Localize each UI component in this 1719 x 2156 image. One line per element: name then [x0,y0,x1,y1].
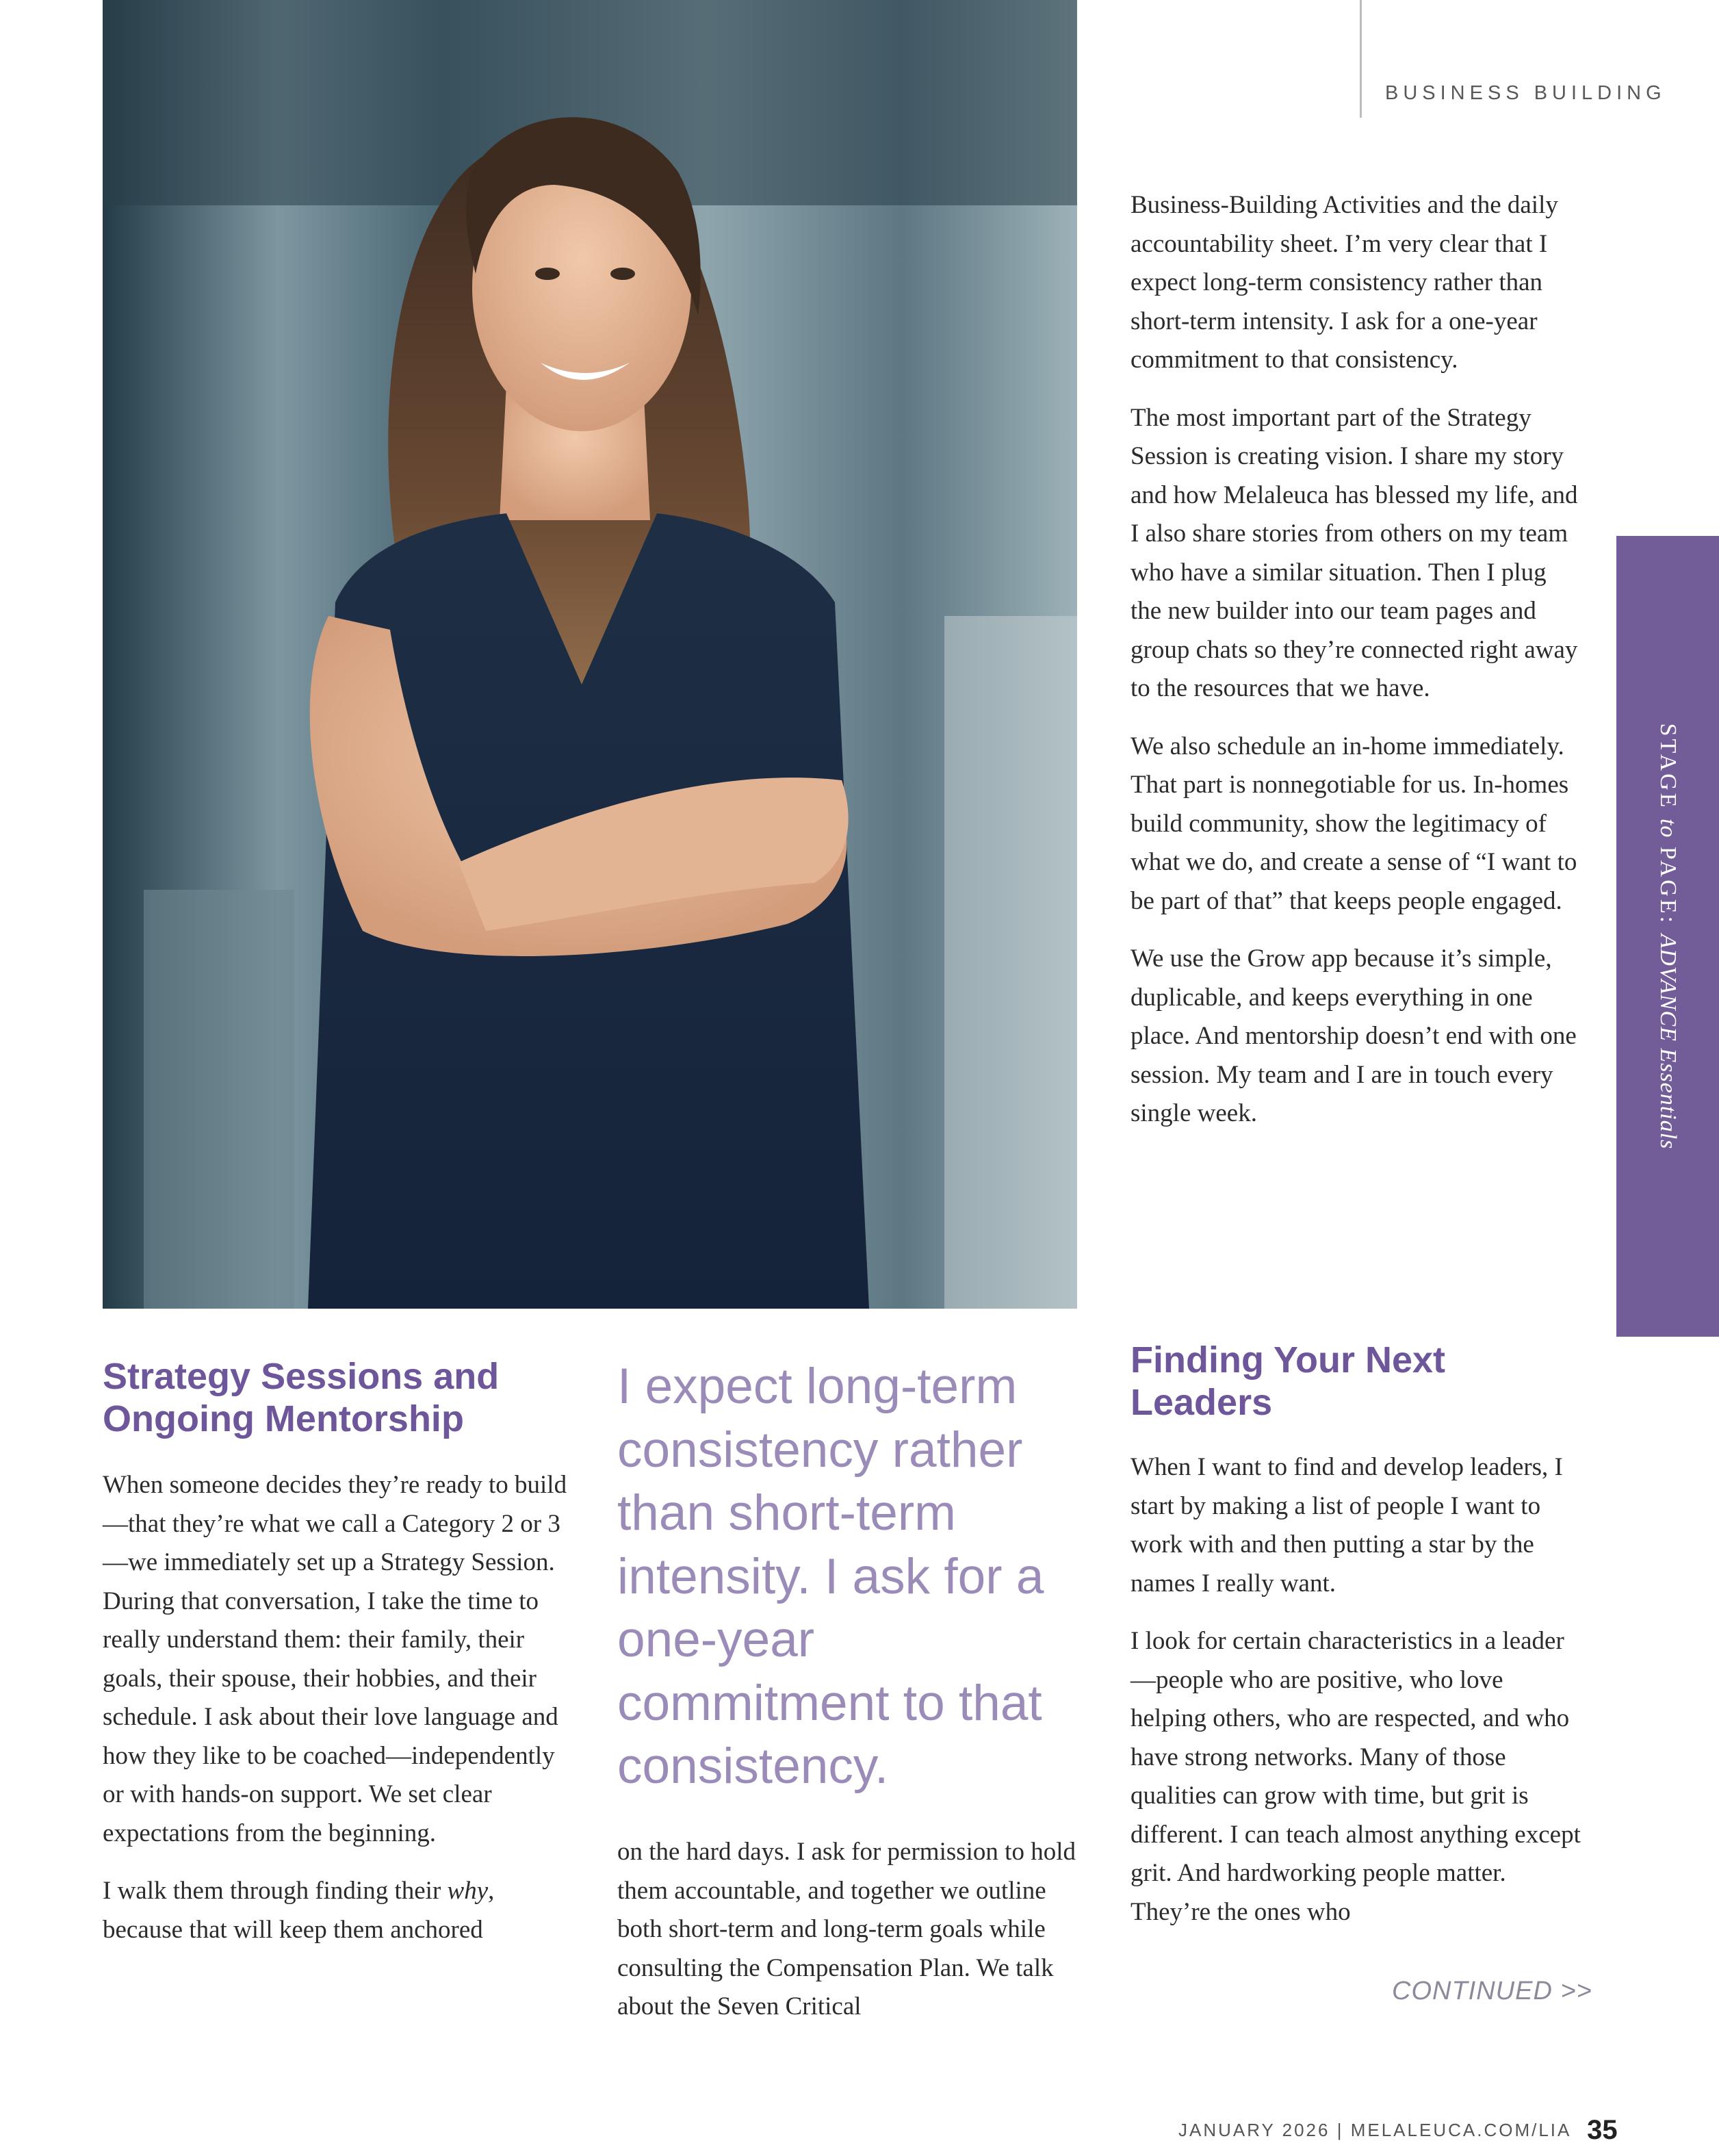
body-paragraph: The most important part of the Strategy Session is creating vision. I share my story and how Melaleuca has blessed my life, and I also share stories from others on my team who have a similar situation. Then I plug the new builder into our team pages and group chats so they’re connected right away to the resources that we have. [1130,403,1578,702]
side-tab-text [1655,723,1681,1150]
text-run: , because that will keep them anchored [103,1877,495,1944]
emphasis-text: why [447,1877,489,1905]
continued-link[interactable]: CONTINUED >> [1392,1977,1592,2005]
body-paragraph: When someone decides they’re ready to build—that they’re what we call a Category 2 or 3—we immediately set up a Strategy Session. During that conversation, I take the time to really understand them: their family, their goals, their spouse, their hobbies, and their schedule. I ask about their love language and how they like to be coached—independently or with hands-on support. We set clear expectations from the beginning. [103,1471,567,1847]
side-tab-series: ADVANCE Essentials [1655,934,1681,1150]
section-heading-leaders: Finding Your Next Leaders [1130,1339,1446,1423]
left-column [103,1466,568,1968]
body-paragraph: We also schedule an in-home immediately. That part is nonnegotiable for us. In-homes build community, show the legitimacy of what we do, and create a sense of “I want to be part of that” that keeps people engaged. [1130,732,1577,915]
body-paragraph: Business-Building Activities and the daily accountability sheet. I’m very clear that I expect long-term consistency rather than short-term intensity. I ask for a one-year commitment to that consistency. [1130,191,1558,374]
page-footer [1178,2115,1618,2146]
woman-portrait-illustration [103,0,1077,1309]
section-heading-strategy: Strategy Sessions and Ongoing Mentorship [103,1356,500,1439]
text-run: I walk them through finding their [103,1877,448,1905]
issue-date: JANUARY 2026 [1178,2120,1330,2140]
website-link[interactable]: MELALEUCA.COM/LIA [1350,2120,1571,2140]
right-column-bottom [1130,1448,1582,1951]
body-paragraph: I look for certain characteristics in a leader—people who are positive, who love helping others, who are respected, and who have strong networks. Many of those qualities can grow with time, but grit is different. I can teach almost anything except grit. And hardworking people matter. They’re the ones who [1130,1627,1581,1926]
body-paragraph: We use the Grow app because it’s simple, duplicable, and keeps everything in one place. And mentorship doesn’t end with one session. My team and I are in touch every single week. [1130,945,1577,1127]
side-tab [1616,536,1719,1337]
pull-quote: I expect long-term consistency rather than short-term intensity. I ask for a one-year commitment to that consistency. [617,1359,1044,1794]
header-divider [1360,0,1362,118]
hero-photo [103,0,1077,1309]
body-paragraph: on the hard days. I ask for permission to hold them accountable, and together we outline both short-term and long-term goals while consulting the Compensation Plan. We talk about the Seven Critical [617,1838,1076,2020]
body-paragraph [103,1872,568,1949]
footer-separator: | [1336,2120,1344,2140]
right-column-top [1130,186,1582,1153]
side-tab-connector: to [1655,818,1681,838]
side-tab-suffix: PAGE: [1655,846,1681,926]
side-tab-prefix: STAGE [1655,723,1681,810]
section-label: BUSINESS BUILDING [1385,82,1666,104]
body-paragraph: When I want to find and develop leaders, I start by making a list of people I want to work with and then putting a star by the names I really want. [1130,1453,1563,1597]
page-number: 35 [1587,2115,1618,2145]
middle-column [617,1833,1096,2046]
